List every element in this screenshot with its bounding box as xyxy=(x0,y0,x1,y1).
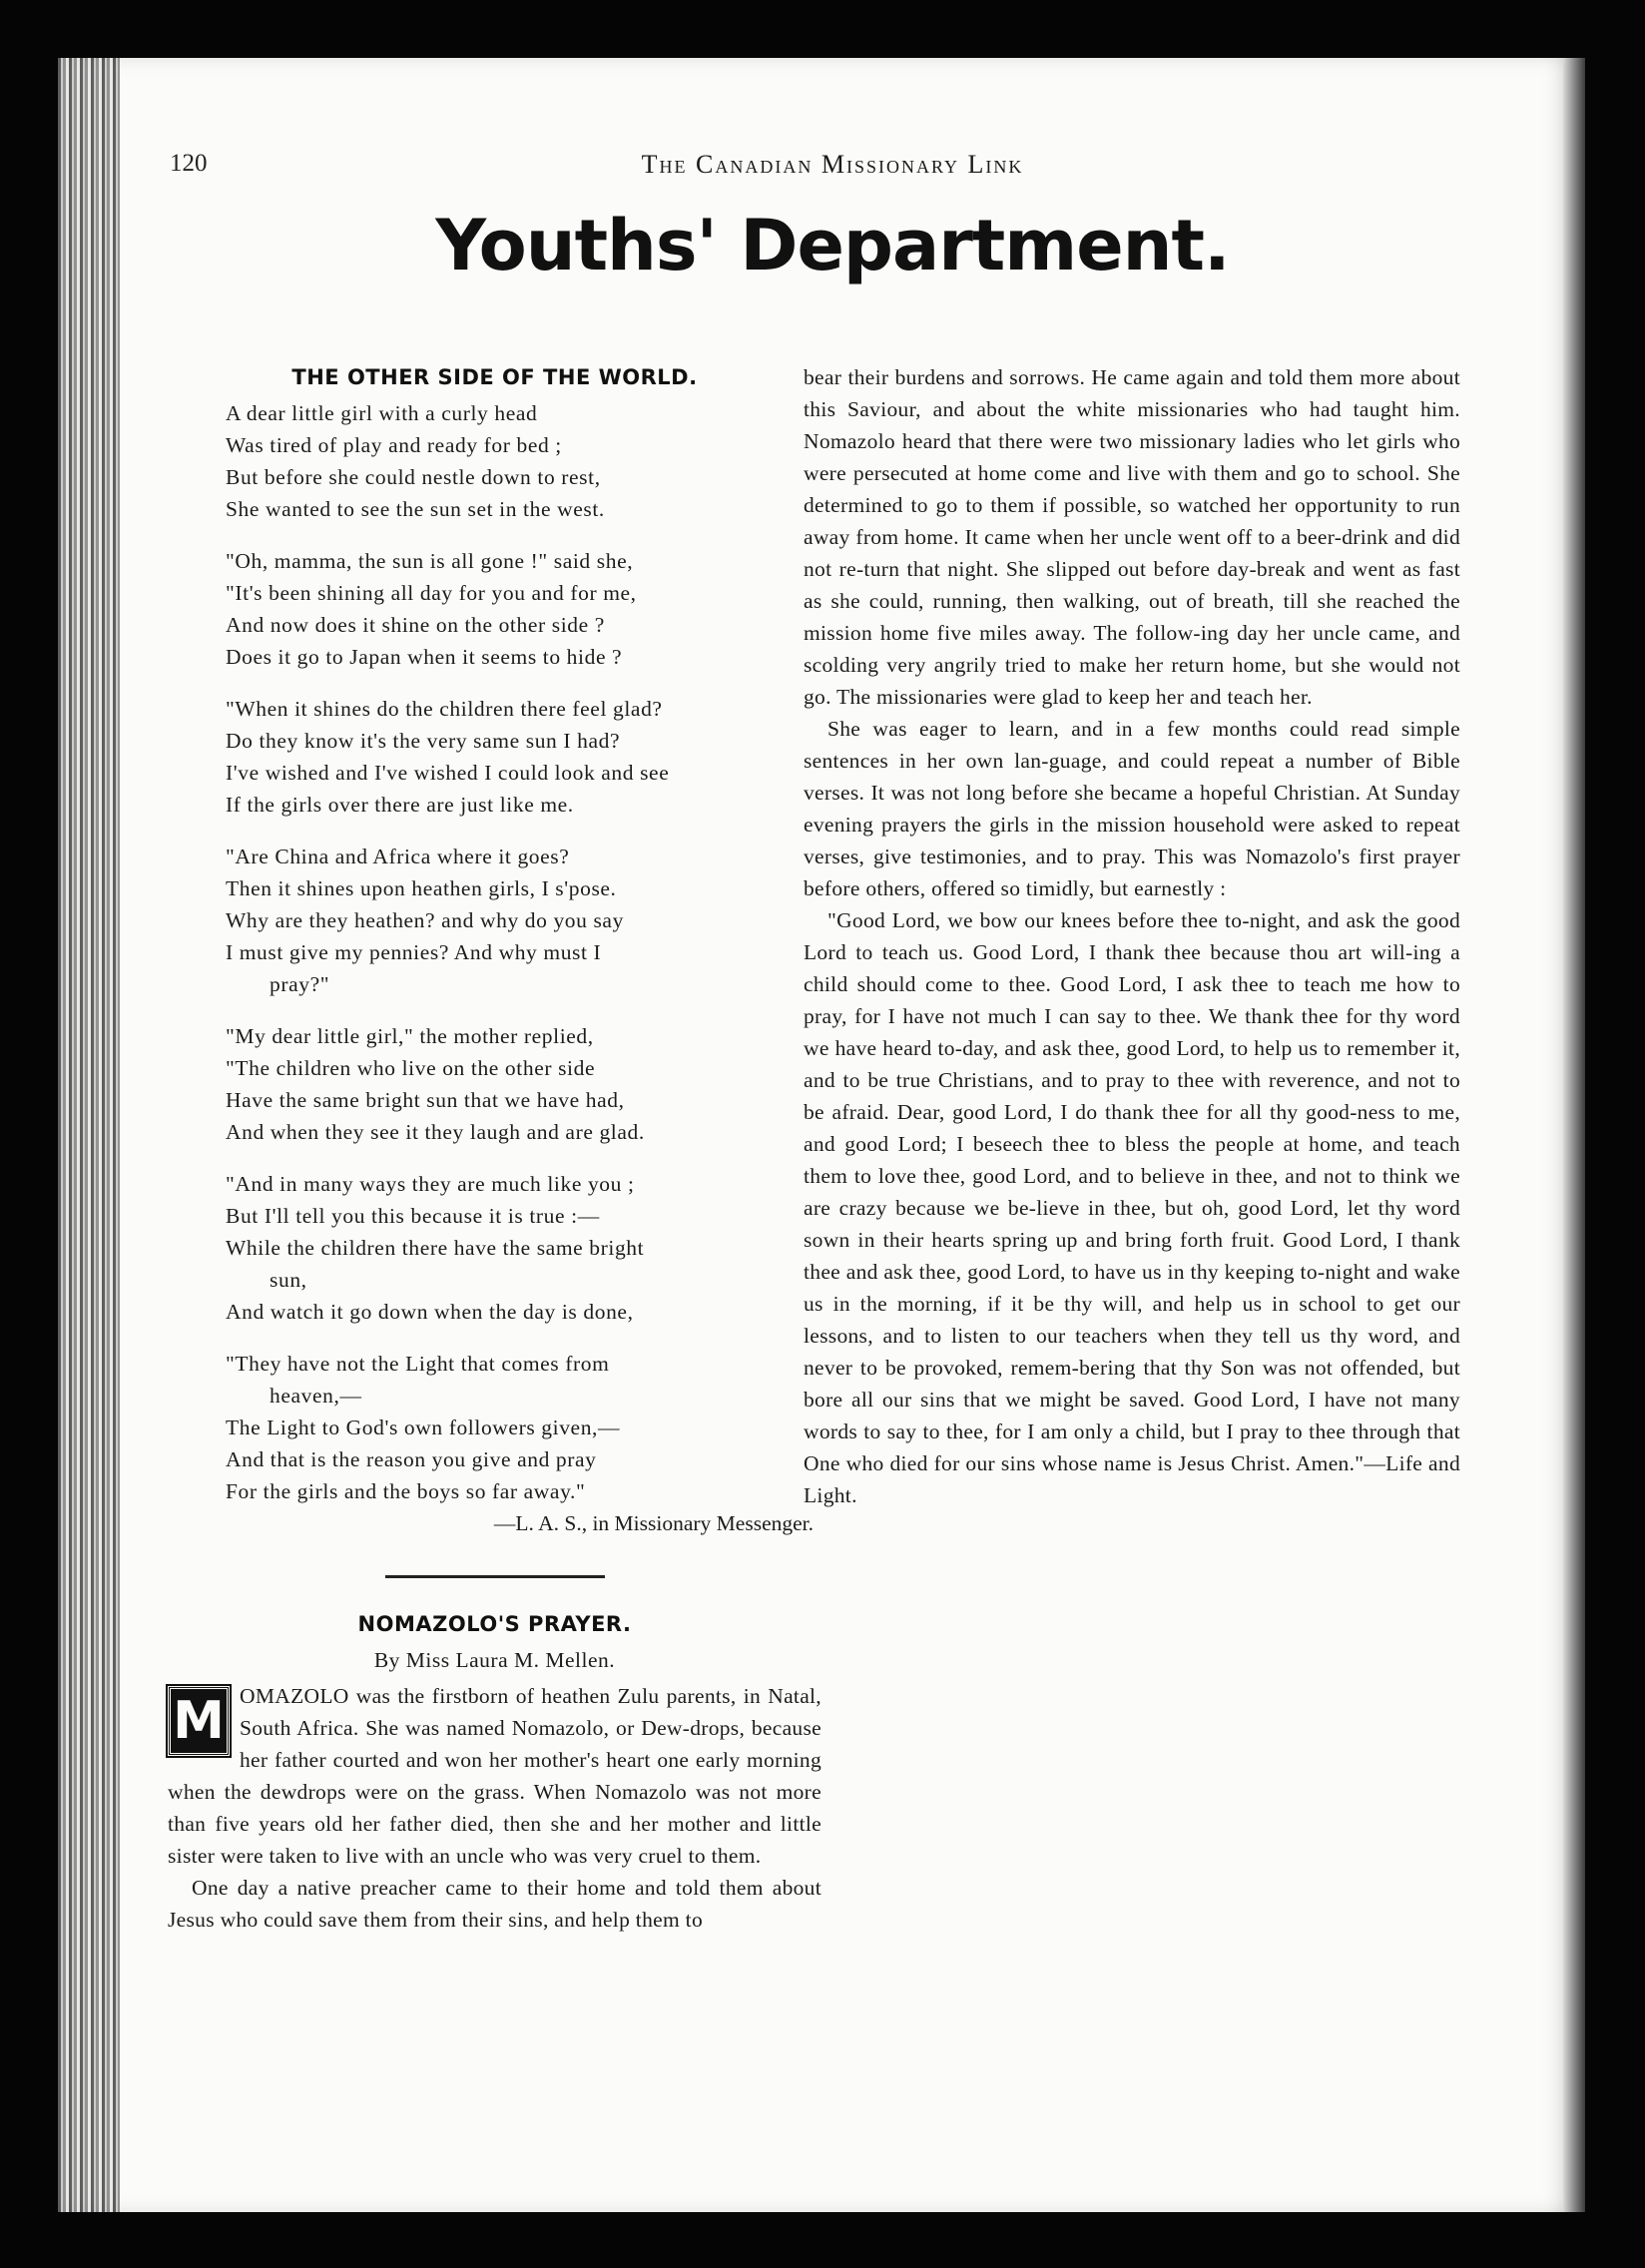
poem-stanza xyxy=(226,693,822,821)
poem-line: And when they see it they laugh and are glad. xyxy=(226,1120,645,1144)
page-binding xyxy=(58,58,120,2212)
drop-cap: M xyxy=(168,1686,230,1756)
poem-line: If the girls over there are just like me. xyxy=(226,793,574,817)
poem-line: "My dear little girl," the mother replied, xyxy=(226,1024,594,1048)
article-paragraph: One day a native preacher came to their home and told them about Jesus who could save them from their sins, and help them to xyxy=(168,1876,822,1932)
poem-line: Was tired of play and ready for bed ; xyxy=(226,433,562,457)
article-paragraph: She was eager to learn, and in a few months could read simple sentences in her own lan-guage, and could repeat a number of Bible verses. It was not long before she became a hopeful Christian. At Sunday evening prayers the girls in the mission household were asked to repeat verses, give testimonies, and to pray. This was Nomazolo's first prayer before others, offered so timidly, but earnestly : xyxy=(804,717,1460,900)
page-edge xyxy=(1563,58,1585,2212)
page-number: 120 xyxy=(170,150,208,177)
poem-line: I must give my pennies? And why must I xyxy=(226,940,602,964)
article-body-left xyxy=(168,1680,822,1936)
poem-stanza xyxy=(226,1168,822,1328)
poem-line: Why are they heathen? and why do you say xyxy=(226,908,624,932)
poem-line: "When it shines do the children there feel glad? xyxy=(226,697,663,721)
poem-title: THE OTHER SIDE OF THE WORLD. xyxy=(291,365,698,389)
poem-line: A dear little girl with a curly head xyxy=(226,401,538,425)
poem-line: pray?" xyxy=(270,972,330,996)
poem-line: heaven,— xyxy=(270,1384,362,1408)
poem-line: "And in many ways they are much like you ; xyxy=(226,1172,635,1196)
poem-line: For the girls and the boys so far away." xyxy=(226,1479,586,1503)
poem-line: And that is the reason you give and pray xyxy=(226,1447,597,1471)
article-byline: By Miss Laura M. Mellen. xyxy=(373,1648,616,1672)
poem-line: Does it go to Japan when it seems to hide ? xyxy=(226,645,623,669)
poem-line: Have the same bright sun that we have had, xyxy=(226,1088,625,1112)
article-body-right xyxy=(804,361,1460,1511)
article-paragraph: bear their burdens and sorrows. He came again and told them more about this Saviour, and about the white missionaries who had taught him. Nomazolo heard that there were two missionary ladies who let girls who were persecuted at home come and live with them and go to school. She determined to go to them if possible, so watched her opportunity to run away from home. It came when her uncle went off to a beer-drink and did not re-turn that night. She slipped out before day-break and went as fast as she could, running, then walking, out of breath, till she reached the mission home five miles away. The follow-ing day her uncle came, and scolding very angrily tried to make her return home, but she would not go. The missionaries were glad to keep her and teach her. xyxy=(804,365,1460,709)
section-divider xyxy=(385,1575,605,1578)
poem-stanza xyxy=(226,397,822,525)
poem-line: She wanted to see the sun set in the west. xyxy=(226,497,605,521)
poem-line: Do they know it's the very same sun I had? xyxy=(226,729,621,753)
poem-line: "Are China and Africa where it goes? xyxy=(226,845,570,868)
poem-line: Then it shines upon heathen girls, I s'pose. xyxy=(226,876,617,900)
poem-stanza xyxy=(226,841,822,1000)
poem-line: "The children who live on the other side xyxy=(226,1056,596,1080)
poem-line: And now does it shine on the other side ? xyxy=(226,613,605,637)
poem-line: While the children there have the same bright xyxy=(226,1236,645,1260)
poem-line: But before she could nestle down to rest, xyxy=(226,465,601,489)
poem-line: I've wished and I've wished I could look and see xyxy=(226,761,670,785)
department-title: Youths' Department. xyxy=(435,205,1230,286)
poem-stanza xyxy=(226,545,822,673)
right-column xyxy=(804,361,1460,1511)
running-header xyxy=(170,150,1495,190)
poem-stanza xyxy=(226,1348,822,1507)
poem-attribution: —L. A. S., in Missionary Messenger. xyxy=(493,1511,814,1535)
poem-line: And watch it go down when the day is done, xyxy=(226,1300,634,1324)
article-title: NOMAZOLO'S PRAYER. xyxy=(357,1612,632,1636)
poem-stanza xyxy=(226,1020,822,1148)
poem-line: "It's been shining all day for you and for me, xyxy=(226,581,637,605)
journal-title: The Canadian Missionary Link xyxy=(641,150,1024,179)
poem-line: sun, xyxy=(270,1268,307,1292)
prayer-paragraph: "Good Lord, we bow our knees before thee to-night, and ask the good Lord to teach us. Good Lord, I thank thee because thou art will-ing a child should come to thee. Good Lord, I ask thee to teach me how to pray, for I have not much I can say to thee. We thank thee for thy word we have heard to-day, and ask thee, good Lord, to help us to remember it, and to be true Christians, and to pray to thee with reverence, and not to be afraid. Dear, good Lord, I do thank thee for all thy good-ness to me, and good Lord; I beseech thee to bless the people at home, and teach them to love thee, good Lord, and to believe in thee, and not to think we are crazy because we be-lieve in thee, but oh, good Lord, let thy word sown in their hearts spring up and bring forth fruit. Good Lord, I thank thee and ask thee, good Lord, to have us in thy keeping to-night and wake us in the morning, if it be thy will, and help us in school to get our lessons, and to listen to our teachers when they tell us thy word, and never to be provoked, remem-bering that thy Son was not offended, but bore all our sins that we might be saved. Good Lord, I have not many words to say to thee, for I am only a child, but I pray to thee through that One who died for our sins whose name is Jesus Christ. Amen."—Life and Light. xyxy=(804,908,1460,1507)
poem-line: But I'll tell you this because it is true :— xyxy=(226,1204,600,1228)
poem-line: "They have not the Light that comes from xyxy=(226,1352,610,1376)
left-column xyxy=(168,361,822,1936)
poem-stanzas xyxy=(168,397,822,1507)
article-paragraph: OMAZOLO was the firstborn of heathen Zulu parents, in Natal, South Africa. She was named Nomazolo, or Dew-drops, because her father courted and won her mother's heart one early morning when the dewdrops were on the grass. When Nomazolo was not more than five years old her father died, then she and her mother and little sister were taken to live with an uncle who was very cruel to them. xyxy=(168,1684,822,1868)
poem-line: The Light to God's own followers given,— xyxy=(226,1416,621,1439)
poem-line: "Oh, mamma, the sun is all gone !" said she, xyxy=(226,549,634,573)
